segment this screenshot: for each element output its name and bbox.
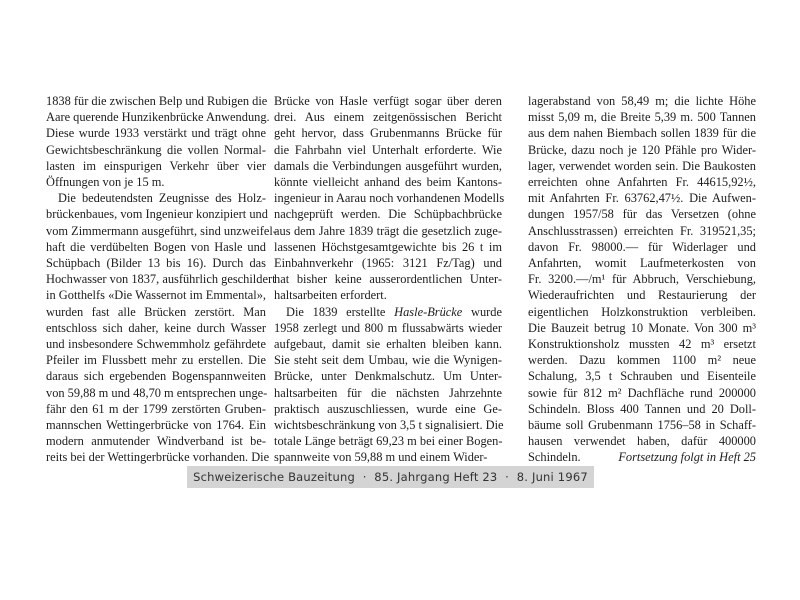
text-line: die Fahrbahn viel Unterhalt erforderte. Wie — [274, 142, 502, 157]
footer-date: 8. Juni 1967 — [516, 470, 588, 484]
text-line: bäume soll Grubenmann 1756–58 in Schaff- — [528, 418, 756, 433]
text-line: Brücke von Hasle verfügt sogar über deren — [274, 94, 502, 108]
footer-separator-1 — [355, 470, 363, 484]
text-line: werden. Dazu kommen 1100 m² neue — [528, 353, 756, 368]
text-line: Konstruktionsholz mussten 42 m³ ersetzt — [528, 337, 756, 352]
text-line: von 59,88 m und 48,70 m entsprechen unge- — [46, 385, 268, 400]
text-line: Gewichtsbeschränkung die vollen Normal- — [46, 142, 266, 157]
text-line: Anfahrten, womit Laufmeterkosten von — [528, 256, 756, 271]
footer-separator-4 — [509, 470, 517, 484]
text-line: modern anmutender Windverband ist be- — [46, 434, 266, 449]
text-line: Sie steht seit dem Umbau, wie die Wynigen- — [274, 353, 502, 368]
footer-separator-3 — [497, 470, 505, 484]
text-line: davon Fr. 98000.— für Widerlager und — [528, 239, 756, 254]
text-line: wurden fast alle Brücken zerstört. Man — [46, 304, 266, 319]
text-line: Brücke, dazu noch je 120 Pfähle pro Wider- — [528, 142, 756, 157]
text-line: Hochwasser von 1837, ausführlich geschildert — [46, 272, 276, 287]
paragraph — [528, 93, 756, 466]
text-line: spannweite von 59,88 m und einem Wider- — [274, 450, 488, 465]
journal-footer — [187, 466, 594, 488]
text-line: entschloss sich daher, keine durch Wasser — [46, 320, 266, 335]
text-line: Einbahnverkehr (1965: 3121 Fz/Tag) und — [274, 256, 502, 271]
text-line: aufgebaut, damit sie erhalten bleiben kann. — [274, 337, 502, 352]
text-line: erreichten ohne Anfahrten Fr. 44615,92½, — [528, 175, 756, 190]
text-line: in Gotthelfs «Die Wassernot im Emmental», — [46, 288, 266, 303]
text-line: Brücke, unter Denkmalschutz. Um Unter- — [274, 369, 502, 384]
footer-issue: 85. Jahrgang Heft 23 — [374, 470, 498, 484]
text-line: vom Zimmermann ausgeführt, sind unzweifel- — [46, 223, 277, 238]
paragraph — [46, 190, 277, 465]
footer-separator-dot-1: · — [362, 470, 367, 484]
text-line: daraus sich ergebenden Bogenspannweiten — [46, 369, 266, 384]
text-line: fähr den 61 m der 1799 zerstörten Gruben- — [46, 401, 266, 416]
text-line: Fr. 3200.—/m¹ für Abbruch, Verschiebung, — [528, 272, 756, 287]
text-line — [528, 449, 756, 465]
text-line: Schalung, 3,5 t Schrauben und Eisenteile — [528, 369, 756, 384]
text-line: wichtsbeschränkung von 3,5 t signalisiert. Die — [274, 418, 504, 433]
text-line: lassenen Höchstgesamtgewichte bis 26 t im — [274, 239, 502, 254]
text-line-end: Schindeln. — [528, 450, 581, 465]
text-line: reits bei der Wettingerbrücke vorhanden. Die — [46, 450, 270, 465]
text-line: mit Anfahrten Fr. 63762,47½. Die Aufwen- — [528, 191, 756, 206]
text-line: brückenbaues, vom Ingenieur konzipiert und — [46, 207, 268, 222]
text-line: totale Länge beträgt 69,23 m bei einer Bogen- — [274, 434, 503, 449]
paragraph — [274, 93, 505, 304]
text-line: lasten im einspurigen Verkehr über vier — [46, 158, 266, 173]
footer-separator-dot-2: · — [505, 470, 510, 484]
text-line: könnte vielleicht anhand des beim Kantons- — [274, 175, 502, 190]
text-line: sowie für 812 m² Dachfläche rund 200000 — [528, 385, 756, 400]
text-line: Anschlusstrassen) erreichten Fr. 319521,35; — [528, 223, 756, 238]
text-line: damals die Verbindungen ausgeführt wurden, — [274, 158, 502, 173]
text-line: aus dem nahen Biembach sollen 1839 für die — [528, 126, 756, 141]
text-line: Wiederaufrichten und Restaurierung der — [528, 288, 756, 303]
text-line: hat bisher keine ausserordentlichen Unter- — [274, 272, 502, 287]
footer-separator-2 — [367, 470, 375, 484]
text-line: eigentlichen Holzkonstruktion verbleiben. — [528, 304, 756, 319]
text-line: und insbesondere Schwemmholz gefährdete — [46, 337, 266, 352]
text-column-2 — [274, 93, 505, 466]
text-line: aus dem Jahre 1839 trägt die gesetzlich zuge- — [274, 223, 502, 238]
text-line: Aare querende Hunzikenbrücke Anwendung. — [46, 110, 270, 125]
text-column-3 — [528, 93, 756, 466]
paragraph — [274, 304, 502, 466]
text-line: Schindeln. Bloss 400 Tannen und 20 Doll- — [528, 401, 756, 416]
text-column-1 — [46, 93, 277, 466]
text-line: haltsarbeiten erfordert. — [274, 288, 387, 303]
text-line: misst 5,09 m, die Breite 5,39 m. 500 Tannen — [528, 110, 756, 125]
text-line: Öffnungen von je 15 m. — [46, 175, 165, 190]
text-line: Diese wurde 1933 verstärkt und trägt ohne — [46, 126, 266, 141]
text-line: Die 1839 erstellte Hasle-Brücke wurde — [286, 304, 502, 319]
emphasis-bridge-name: Hasle-Brücke — [394, 304, 463, 319]
text-line: haft die verdübelten Bogen von Hasle und — [46, 239, 266, 254]
paragraph — [46, 93, 270, 190]
text-line: dungen 1957/58 für das Versetzen (ohne — [528, 207, 756, 222]
text-line: Schüpbach (Bilder 13 bis 16). Durch das — [46, 256, 266, 271]
text-line: 1838 für die zwischen Belp und Rubigen die — [46, 94, 268, 108]
text-line: lagerabstand von 58,49 m; die lichte Höhe — [528, 94, 756, 108]
text-line: Die Bauzeit betrug 10 Monate. Von 300 m³ — [528, 320, 756, 335]
footer-journal-name: Schweizerische Bauzeitung — [193, 470, 355, 484]
text-line: nachgeprüft werden. Die Schüpbachbrücke — [274, 207, 502, 222]
text-line: Pfeiler im Flussbett mehr zu erstellen. Die — [46, 353, 266, 368]
text-line: Die bedeutendsten Zeugnisse des Holz- — [58, 191, 266, 206]
text-line: haltsarbeiten für die nächsten Jahrzehnte — [274, 385, 502, 400]
text-line: drei. Aus einem zeitgenössischen Bericht — [274, 110, 502, 125]
continuation-note: Fortsetzung folgt in Heft 25 — [618, 450, 756, 465]
text-line: geht hervor, dass Grubenmanns Brücke für — [274, 126, 502, 141]
text-line: 1958 zerlegt und 800 m flussabwärts wieder — [274, 320, 502, 335]
text-line: hausen verwendet haben, dafür 400000 — [528, 434, 756, 449]
text-line: praktisch auszuschliessen, wurde eine Ge- — [274, 401, 502, 416]
text-line: lager, verwendet worden sein. Die Baukosten — [528, 158, 756, 173]
text-line: mannschen Wettingerbrücke von 1764. Ein — [46, 418, 266, 433]
text-line: ingenieur in Aarau noch vorhandenen Modells — [274, 191, 505, 206]
